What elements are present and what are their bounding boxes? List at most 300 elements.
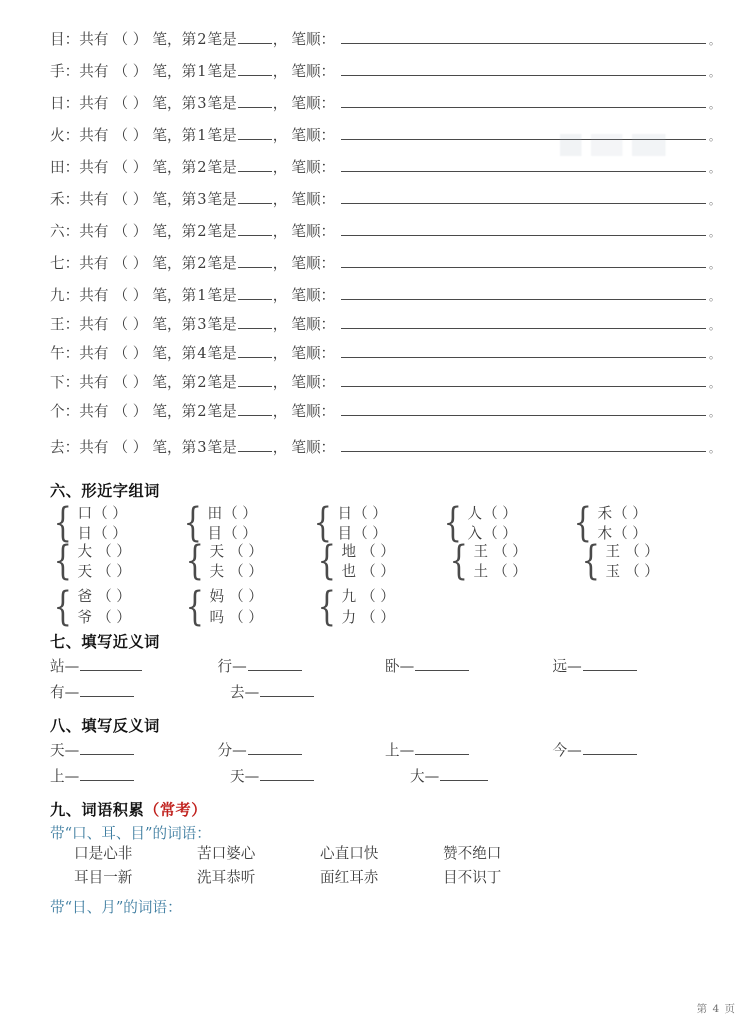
similar-character-bottom-blank[interactable]: （ ） xyxy=(613,525,647,543)
stroke-order-tail xyxy=(291,126,720,144)
stroke-unit-label: 笔， xyxy=(152,403,182,420)
idiom-item: 苦口婆心 xyxy=(197,845,256,863)
similar-character-bottom-blank[interactable]: （ ） xyxy=(97,608,131,626)
stroke-row-character: 下 xyxy=(50,374,65,391)
stroke-unit-label: 笔， xyxy=(152,255,182,272)
curly-brace-icon: { xyxy=(53,500,72,547)
stroke-order-blank[interactable] xyxy=(341,373,706,387)
similar-character-bottom-blank[interactable]: （ ） xyxy=(493,562,527,580)
similar-character-group xyxy=(578,538,710,585)
similar-character-bottom: 木 xyxy=(597,525,613,543)
stroke-total-blank[interactable]: （ ） xyxy=(113,316,148,333)
stroke-order-blank[interactable] xyxy=(341,158,706,172)
idiom-row xyxy=(50,847,720,871)
similar-character-bottom: 力 xyxy=(341,608,357,626)
stroke-shape-blank[interactable] xyxy=(238,402,272,416)
stroke-row-colon: ： xyxy=(64,127,80,144)
stroke-ordinal-prefix: 第 xyxy=(181,287,197,304)
stroke-order-tail xyxy=(291,158,720,176)
synonym-blank[interactable] xyxy=(80,657,142,671)
stroke-order-blank[interactable] xyxy=(341,30,706,44)
stroke-row-character: 禾 xyxy=(50,191,65,208)
idiom-item: 口是心非 xyxy=(74,845,133,863)
similar-character-group xyxy=(50,500,180,547)
stroke-order-blank[interactable] xyxy=(341,438,706,452)
similar-character-row xyxy=(207,506,256,521)
synonym-blank[interactable] xyxy=(80,683,134,697)
similar-character-bottom: 土 xyxy=(473,562,489,580)
synonym-blank[interactable] xyxy=(583,657,637,671)
stroke-ordinal-number: 3 xyxy=(197,316,207,333)
similar-character-top: 妈 xyxy=(209,588,225,606)
stroke-unit-label: 笔， xyxy=(152,31,182,48)
stroke-total-label: 共有 xyxy=(79,403,109,420)
similar-character-top: 地 xyxy=(341,542,357,560)
similar-character-bottom-blank[interactable]: （ ） xyxy=(229,562,263,580)
stroke-row-character: 去 xyxy=(50,439,65,456)
stroke-row-colon: ： xyxy=(64,159,80,176)
similar-character-group xyxy=(180,500,310,547)
stroke-order-label: 笔顺： xyxy=(291,95,336,112)
antonym-dash: — xyxy=(232,741,247,759)
idiom-item: 洗耳恭听 xyxy=(197,869,256,887)
similar-character-row xyxy=(337,506,386,521)
stroke-row-period: 。 xyxy=(709,406,720,419)
similar-character-top-blank[interactable]: （ ） xyxy=(625,542,659,560)
stroke-order-label: 笔顺： xyxy=(291,316,336,333)
stroke-total-blank[interactable]: （ ） xyxy=(113,255,148,272)
similar-character-top: 爸 xyxy=(77,588,93,606)
synonym-item xyxy=(385,657,553,675)
stroke-ordinal-number: 4 xyxy=(197,345,207,362)
similar-character-row xyxy=(337,526,386,541)
stroke-order-row xyxy=(50,373,720,402)
stroke-row-period: 。 xyxy=(709,319,720,332)
similar-character-bottom-blank[interactable]: （ ） xyxy=(353,525,387,543)
stroke-unit-label: 笔， xyxy=(152,191,182,208)
similar-character-bottom-blank[interactable]: （ ） xyxy=(93,525,127,543)
stroke-total-blank[interactable]: （ ） xyxy=(113,127,148,144)
similar-character-row xyxy=(473,544,526,559)
stroke-order-blank[interactable] xyxy=(341,62,706,76)
stroke-comma: ， xyxy=(272,63,288,80)
stroke-order-label: 笔顺： xyxy=(291,403,336,420)
stroke-row-colon: ： xyxy=(64,403,80,420)
stroke-order-label: 笔顺： xyxy=(291,63,336,80)
antonym-prompt: 大 xyxy=(410,767,425,785)
synonym-prompt: 站 xyxy=(50,657,65,675)
stroke-order-tail xyxy=(291,30,720,48)
stroke-order-label: 笔顺： xyxy=(291,287,336,304)
stroke-total-label: 共有 xyxy=(79,255,109,272)
antonym-blank[interactable] xyxy=(260,767,314,781)
stroke-row-character: 手 xyxy=(50,63,65,80)
similar-character-band xyxy=(50,538,720,585)
stroke-row-period: 。 xyxy=(709,194,720,207)
synonym-blank[interactable] xyxy=(260,683,314,697)
stroke-ordinal-number: 3 xyxy=(197,439,207,456)
similar-character-bottom: 爷 xyxy=(77,608,93,626)
stroke-order-blank[interactable] xyxy=(341,402,706,416)
curly-brace-icon: { xyxy=(443,500,462,547)
curly-brace-icon: { xyxy=(53,583,72,630)
stroke-order-blank[interactable] xyxy=(341,190,706,204)
antonym-blank[interactable] xyxy=(415,741,469,755)
similar-character-top: 王 xyxy=(605,542,621,560)
similar-character-bottom-blank[interactable]: （ ） xyxy=(361,608,395,626)
stroke-order-label: 笔顺： xyxy=(291,159,336,176)
stroke-ordinal-prefix: 第 xyxy=(181,316,197,333)
stroke-row-period: 。 xyxy=(709,226,720,239)
stroke-row-period: 。 xyxy=(709,162,720,175)
antonym-dash: — xyxy=(64,741,80,759)
stroke-row-period: 。 xyxy=(709,290,720,303)
stroke-order-row xyxy=(50,158,720,190)
similar-character-top-blank[interactable]: （ ） xyxy=(97,588,131,606)
curly-brace-icon: { xyxy=(317,583,336,630)
antonym-prompt: 天 xyxy=(50,741,65,759)
stroke-ordinal-prefix: 第 xyxy=(181,159,197,176)
stroke-shape-blank[interactable] xyxy=(238,62,272,76)
stroke-ordinal-suffix: 笔是 xyxy=(207,191,237,208)
stroke-ordinal-suffix: 笔是 xyxy=(207,374,237,391)
stroke-ordinal-suffix: 笔是 xyxy=(207,95,237,112)
stroke-comma: ， xyxy=(272,223,288,240)
similar-character-row xyxy=(77,564,130,579)
similar-character-bottom-blank[interactable]: （ ） xyxy=(625,562,659,580)
stroke-row-colon: ： xyxy=(64,223,80,240)
antonym-blank[interactable] xyxy=(80,767,134,781)
similar-character-row xyxy=(341,610,394,625)
stroke-order-label: 笔顺： xyxy=(291,345,336,362)
stroke-order-row xyxy=(50,438,720,474)
similar-character-row xyxy=(209,589,262,604)
similar-character-group xyxy=(310,500,440,547)
similar-character-top-blank[interactable]: （ ） xyxy=(361,542,395,560)
synonym-row xyxy=(50,657,720,683)
stroke-order-label: 笔顺： xyxy=(291,191,336,208)
idiom-item: 目不识丁 xyxy=(443,869,502,887)
antonym-item xyxy=(410,767,590,785)
curly-brace-icon: { xyxy=(581,538,600,585)
antonym-item xyxy=(218,741,386,759)
stroke-ordinal-number: 1 xyxy=(197,287,207,304)
antonym-row xyxy=(50,767,720,793)
stroke-shape-blank[interactable] xyxy=(238,438,272,452)
stroke-row-period: 。 xyxy=(709,377,720,390)
antonym-item xyxy=(50,741,218,759)
stroke-ordinal-prefix: 第 xyxy=(181,403,197,420)
stroke-unit-label: 笔， xyxy=(152,287,182,304)
stroke-total-blank[interactable]: （ ） xyxy=(113,95,148,112)
stroke-ordinal-suffix: 笔是 xyxy=(207,127,237,144)
stroke-comma: ， xyxy=(272,316,288,333)
synonym-dash: — xyxy=(399,657,415,675)
stroke-shape-blank[interactable] xyxy=(238,126,272,140)
similar-character-bottom: 也 xyxy=(341,562,357,580)
stroke-row-character: 午 xyxy=(50,345,65,362)
curly-brace-icon: { xyxy=(449,538,468,585)
stroke-row-character: 目 xyxy=(50,31,65,48)
stroke-total-label: 共有 xyxy=(79,127,109,144)
similar-character-group xyxy=(50,538,182,585)
stroke-row-character: 七 xyxy=(50,255,65,272)
similar-character-bottom-blank[interactable]: （ ） xyxy=(223,525,257,543)
stroke-row-period: 。 xyxy=(709,442,720,455)
stroke-order-tail xyxy=(291,94,720,112)
curly-brace-icon: { xyxy=(185,538,204,585)
synonym-row xyxy=(50,683,720,709)
stroke-order-tail xyxy=(291,438,720,456)
stroke-ordinal-suffix: 笔是 xyxy=(207,223,237,240)
antonym-blank[interactable] xyxy=(80,741,134,755)
stroke-order-row xyxy=(50,315,720,344)
section-heading-eight: 八、填写反义词 xyxy=(50,716,160,735)
stroke-shape-blank[interactable] xyxy=(238,286,272,300)
antonym-dash: — xyxy=(567,741,582,759)
stroke-ordinal-suffix: 笔是 xyxy=(207,439,237,456)
similar-character-row xyxy=(341,544,394,559)
similar-character-bottom-blank[interactable]: （ ） xyxy=(229,608,263,626)
stroke-ordinal-prefix: 第 xyxy=(181,223,197,240)
stroke-ordinal-number: 3 xyxy=(197,95,207,112)
stroke-ordinal-suffix: 笔是 xyxy=(207,31,237,48)
stroke-row-period: 。 xyxy=(709,348,720,361)
antonym-blank[interactable] xyxy=(248,741,302,755)
stroke-ordinal-suffix: 笔是 xyxy=(207,287,237,304)
stroke-ordinal-prefix: 第 xyxy=(181,345,197,362)
similar-character-top-blank[interactable]: （ ） xyxy=(353,505,387,522)
stroke-ordinal-suffix: 笔是 xyxy=(207,345,237,362)
synonym-dash: — xyxy=(567,657,582,675)
similar-character-row xyxy=(341,564,394,579)
stroke-row-period: 。 xyxy=(709,258,720,271)
similar-character-bottom: 日 xyxy=(77,525,93,543)
similar-character-top: 口 xyxy=(77,505,93,522)
stroke-total-blank[interactable]: （ ） xyxy=(113,287,148,304)
stroke-ordinal-prefix: 第 xyxy=(181,374,197,391)
stroke-order-blank[interactable] xyxy=(341,94,706,108)
stroke-shape-blank[interactable] xyxy=(238,94,272,108)
stroke-shape-blank[interactable] xyxy=(238,373,272,387)
similar-character-top: 人 xyxy=(467,505,483,522)
stroke-order-blank[interactable] xyxy=(341,222,706,236)
stroke-order-blank[interactable] xyxy=(341,254,706,268)
similar-character-top: 日 xyxy=(337,505,353,522)
stroke-total-label: 共有 xyxy=(79,287,109,304)
stroke-ordinal-suffix: 笔是 xyxy=(207,63,237,80)
similar-character-top-blank[interactable]: （ ） xyxy=(361,588,395,606)
similar-character-row xyxy=(467,506,516,521)
stroke-order-row xyxy=(50,286,720,315)
similar-character-row xyxy=(605,564,658,579)
similar-character-bottom: 目 xyxy=(337,525,353,543)
similar-character-bottom-blank[interactable]: （ ） xyxy=(483,525,517,543)
similar-character-row xyxy=(341,589,394,604)
antonym-prompt: 今 xyxy=(552,741,568,759)
similar-character-top-blank[interactable]: （ ） xyxy=(483,505,517,522)
antonym-row xyxy=(50,741,720,767)
stroke-comma: ， xyxy=(272,95,288,112)
stroke-comma: ， xyxy=(272,127,288,144)
similar-character-bottom-blank[interactable]: （ ） xyxy=(97,562,131,580)
stroke-ordinal-number: 2 xyxy=(197,403,207,420)
stroke-order-row xyxy=(50,344,720,373)
similar-character-bottom: 夫 xyxy=(209,562,225,580)
stroke-order-section xyxy=(50,30,720,474)
similar-character-group xyxy=(314,583,446,630)
similar-character-top-blank[interactable]: （ ） xyxy=(223,505,257,522)
stroke-row-character: 火 xyxy=(50,127,65,144)
stroke-shape-blank[interactable] xyxy=(238,222,272,236)
stroke-total-blank[interactable]: （ ） xyxy=(113,191,148,208)
section-nine-title: 九、词语积累 xyxy=(50,800,145,819)
similar-character-top: 王 xyxy=(473,542,489,560)
stroke-ordinal-number: 2 xyxy=(197,374,207,391)
similar-character-group xyxy=(446,538,578,585)
stroke-order-label: 笔顺： xyxy=(291,374,336,391)
stroke-shape-blank[interactable] xyxy=(238,158,272,172)
stroke-total-blank[interactable]: （ ） xyxy=(113,439,148,456)
stroke-total-blank[interactable]: （ ） xyxy=(113,374,148,391)
stroke-order-blank[interactable] xyxy=(341,126,706,140)
stroke-row-character: 九 xyxy=(50,287,65,304)
antonym-blank[interactable] xyxy=(583,741,637,755)
similar-characters-section xyxy=(50,500,720,630)
similar-character-row xyxy=(467,526,516,541)
similar-character-top: 九 xyxy=(341,588,357,606)
synonym-item xyxy=(50,683,230,701)
stroke-shape-blank[interactable] xyxy=(238,30,272,44)
stroke-unit-label: 笔， xyxy=(152,316,182,333)
stroke-ordinal-suffix: 笔是 xyxy=(207,316,237,333)
antonym-prompt: 分 xyxy=(217,741,233,759)
antonym-item xyxy=(385,741,553,759)
similar-character-group xyxy=(440,500,570,547)
stroke-comma: ， xyxy=(272,255,288,272)
stroke-shape-blank[interactable] xyxy=(238,190,272,204)
stroke-row-colon: ： xyxy=(64,287,80,304)
similar-character-top-blank[interactable]: （ ） xyxy=(93,505,127,522)
stroke-row-period: 。 xyxy=(709,130,720,143)
similar-character-group xyxy=(570,500,700,547)
stroke-ordinal-number: 2 xyxy=(197,255,207,272)
stroke-row-character: 六 xyxy=(50,223,65,240)
stroke-shape-blank[interactable] xyxy=(238,315,272,329)
stroke-total-blank[interactable]: （ ） xyxy=(113,159,148,176)
stroke-order-row xyxy=(50,402,720,438)
similar-character-top-blank[interactable]: （ ） xyxy=(613,505,647,522)
stroke-ordinal-number: 3 xyxy=(197,191,207,208)
stroke-unit-label: 笔， xyxy=(152,345,182,362)
stroke-comma: ， xyxy=(272,374,288,391)
section-heading-seven: 七、填写近义词 xyxy=(50,632,160,651)
synonym-blank[interactable] xyxy=(248,657,302,671)
stroke-order-row xyxy=(50,222,720,254)
stroke-ordinal-prefix: 第 xyxy=(181,31,197,48)
synonym-dash: — xyxy=(232,657,247,675)
similar-character-top: 大 xyxy=(77,542,93,560)
stroke-row-period: 。 xyxy=(709,34,720,47)
synonym-prompt: 有 xyxy=(50,683,65,701)
similar-character-top-blank[interactable]: （ ） xyxy=(229,588,263,606)
stroke-total-label: 共有 xyxy=(79,63,109,80)
similar-character-bottom: 玉 xyxy=(605,562,621,580)
stroke-ordinal-prefix: 第 xyxy=(181,63,197,80)
stroke-row-colon: ： xyxy=(64,95,80,112)
stroke-comma: ， xyxy=(272,403,288,420)
stroke-shape-blank[interactable] xyxy=(238,254,272,268)
similar-character-top-blank[interactable]: （ ） xyxy=(97,542,131,560)
antonyms-section xyxy=(50,741,720,793)
stroke-comma: ， xyxy=(272,287,288,304)
stroke-unit-label: 笔， xyxy=(152,374,182,391)
stroke-ordinal-prefix: 第 xyxy=(181,95,197,112)
stroke-order-blank[interactable] xyxy=(341,286,706,300)
stroke-order-blank[interactable] xyxy=(341,344,706,358)
antonym-dash: — xyxy=(424,767,440,785)
similar-character-top: 禾 xyxy=(597,505,613,522)
similar-character-top-blank[interactable]: （ ） xyxy=(229,542,263,560)
stroke-ordinal-number: 2 xyxy=(197,223,207,240)
section-heading-six: 六、形近字组词 xyxy=(50,482,160,500)
stroke-row-character: 田 xyxy=(50,159,65,176)
stroke-total-label: 共有 xyxy=(79,191,109,208)
stroke-total-blank[interactable]: （ ） xyxy=(113,31,148,48)
stroke-row-colon: ： xyxy=(64,255,80,272)
stroke-total-label: 共有 xyxy=(79,159,109,176)
stroke-comma: ， xyxy=(272,345,288,362)
similar-character-top: 田 xyxy=(207,505,223,522)
vocabulary-subheading: 带“口、耳、目”的词语： xyxy=(50,824,211,842)
stroke-unit-label: 笔， xyxy=(152,439,182,456)
similar-character-bottom-blank[interactable]: （ ） xyxy=(361,562,395,580)
similar-character-top-blank[interactable]: （ ） xyxy=(493,542,527,560)
stroke-comma: ， xyxy=(272,439,288,456)
stroke-row-colon: ： xyxy=(64,345,80,362)
synonym-blank[interactable] xyxy=(415,657,469,671)
similar-character-top: 天 xyxy=(209,542,225,560)
stroke-order-row xyxy=(50,62,720,94)
stroke-row-colon: ： xyxy=(64,439,80,456)
vocabulary-section xyxy=(50,825,720,917)
stroke-total-label: 共有 xyxy=(79,316,109,333)
similar-character-row xyxy=(77,610,130,625)
stroke-shape-blank[interactable] xyxy=(238,344,272,358)
stroke-total-blank[interactable]: （ ） xyxy=(113,63,148,80)
curly-brace-icon: { xyxy=(185,583,204,630)
stroke-total-blank[interactable]: （ ） xyxy=(113,403,148,420)
stroke-order-blank[interactable] xyxy=(341,315,706,329)
stroke-ordinal-number: 2 xyxy=(197,159,207,176)
stroke-total-blank[interactable]: （ ） xyxy=(113,223,148,240)
stroke-ordinal-number: 1 xyxy=(197,127,207,144)
antonym-blank[interactable] xyxy=(440,767,488,781)
curly-brace-icon: { xyxy=(183,500,202,547)
stroke-row-character: 王 xyxy=(50,316,65,333)
stroke-ordinal-prefix: 第 xyxy=(181,191,197,208)
stroke-row-colon: ： xyxy=(64,31,80,48)
exam-frequency-tag: （常考） xyxy=(144,800,207,819)
similar-character-row xyxy=(605,544,658,559)
stroke-row-colon: ： xyxy=(64,316,80,333)
stroke-order-label: 笔顺： xyxy=(291,255,336,272)
similar-character-row xyxy=(77,589,130,604)
stroke-total-blank[interactable]: （ ） xyxy=(113,345,148,362)
stroke-order-label: 笔顺： xyxy=(291,31,336,48)
antonym-prompt: 上 xyxy=(385,741,400,759)
stroke-unit-label: 笔， xyxy=(152,127,182,144)
